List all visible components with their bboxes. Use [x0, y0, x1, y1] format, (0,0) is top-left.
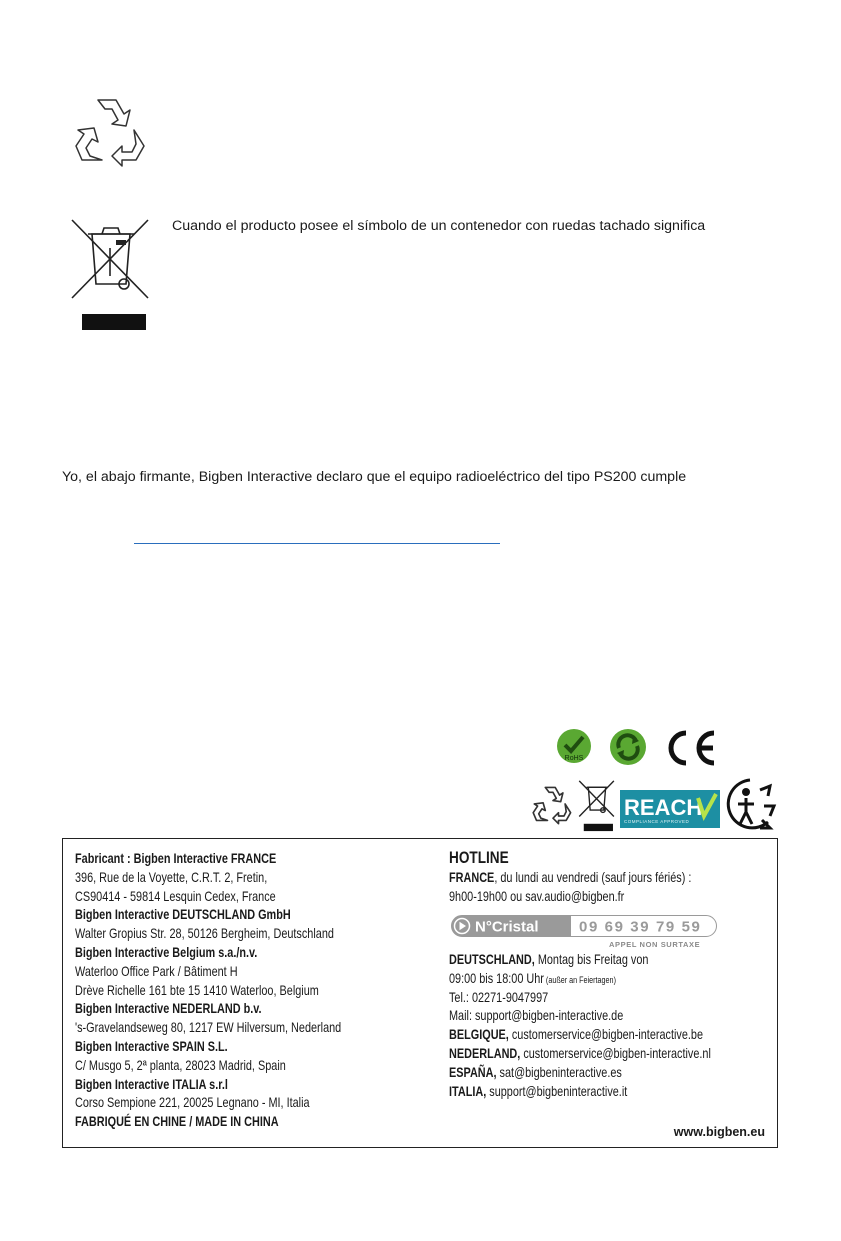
- germany-hours: 09:00 bis 18:00 Uhr: [449, 970, 544, 986]
- germany-days-line: [449, 951, 711, 970]
- cristal-note: APPEL NON SURTAXE: [609, 940, 701, 949]
- svg-text:COMPLIANCE APPROVED: COMPLIANCE APPROVED: [624, 819, 690, 824]
- address-line: Waterloo Office Park / Bâtiment H: [75, 963, 238, 979]
- company-name-line: Bigben Interactive NEDERLAND b.v.: [75, 1001, 262, 1017]
- france-label: FRANCE: [449, 870, 495, 885]
- germany-hours-line: [449, 970, 711, 989]
- rohs-logo: [554, 728, 594, 764]
- recycle-icon: [72, 96, 152, 168]
- germany-tel: Tel.: 02271-9047997: [449, 989, 549, 1005]
- address-line: CS90414 - 59814 Lesquin Cedex, France: [75, 888, 276, 904]
- recycle-small-icon: [531, 784, 575, 826]
- company-name-line: FABRIQUÉ EN CHINE / MADE IN CHINA: [75, 1114, 279, 1130]
- company-name-line: Bigben Interactive DEUTSCHLAND GmbH: [75, 907, 291, 923]
- address-line: Walter Gropius Str. 28, 50126 Bergheim, Deutschland: [75, 926, 334, 942]
- company-name-line: Bigben Interactive SPAIN S.L.: [75, 1038, 228, 1054]
- germany-hours-note: (außer an Feiertagen): [543, 974, 616, 985]
- france-hours: , du lundi au vendredi (sauf jours fériés) :: [494, 870, 692, 885]
- svg-text:N°Cristal: N°Cristal: [475, 918, 539, 936]
- hotline-contacts: [449, 951, 711, 1101]
- svg-text:RoHS: RoHS: [564, 755, 584, 762]
- company-name-line: Bigben Interactive Belgium s.a./n.v.: [75, 944, 258, 960]
- svg-text:09 69 39 79 59: 09 69 39 79 59: [579, 918, 702, 936]
- contact-email: sat@bigbeninteractive.es: [496, 1064, 622, 1080]
- address-line: C/ Musgo 5, 2ª planta, 28023 Madrid, Spain: [75, 1057, 286, 1073]
- declaration-link-underline[interactable]: [134, 543, 500, 544]
- contact-country: ESPAÑA,: [449, 1064, 497, 1080]
- company-name-line: Bigben Interactive ITALIA s.r.l: [75, 1076, 228, 1092]
- contact-email: customerservice@bigben-interactive.nl: [520, 1045, 711, 1061]
- contact-email: customerservice@bigben-interactive.be: [508, 1027, 704, 1043]
- declaration-text: Yo, el abajo firmante, Bigben Interactive declaro que el equipo radioeléctrico del tipo PS200 cumple: [62, 469, 687, 485]
- website-link[interactable]: www.bigben.eu: [673, 1125, 765, 1139]
- cristal-number-badge: [451, 915, 717, 937]
- green-dot-logo: [609, 728, 647, 766]
- germany-label: DEUTSCHLAND,: [449, 952, 535, 967]
- contact-country: ITALIA,: [449, 1083, 487, 1099]
- france-contact: 9h00-19h00 ou sav.audio@bigben.fr: [449, 888, 625, 904]
- address-line: 396, Rue de la Voyette, C.R.T. 2, Fretin,: [75, 869, 268, 885]
- contact-info-box: [62, 838, 778, 1148]
- contact-country: NEDERLAND,: [449, 1045, 521, 1061]
- reach-logo: [620, 790, 720, 828]
- germany-mail: Mail: support@bigben-interactive.de: [449, 1008, 624, 1024]
- crossed-bin-icon: [70, 218, 152, 332]
- crossed-bin-small-icon: [578, 780, 616, 832]
- hotline-column: [449, 847, 691, 907]
- contact-country: BELGIQUE,: [449, 1027, 509, 1043]
- address-line: Corso Sempione 221, 20025 Legnano - MI, Italia: [75, 1095, 310, 1111]
- address-line: Drève Richelle 161 bte 15 1410 Waterloo, Belgium: [75, 982, 319, 998]
- germany-days: Montag bis Freitag von: [534, 952, 649, 967]
- bin-notice-text: Cuando el producto posee el símbolo de un contenedor con ruedas tachado significa: [172, 218, 706, 234]
- ce-mark-logo: [662, 730, 718, 766]
- hotline-title: HOTLINE: [449, 848, 509, 867]
- triman-logo: [724, 776, 778, 832]
- contact-italia: [449, 1083, 711, 1102]
- svg-text:REACH: REACH: [624, 795, 703, 820]
- contact-nederland: [449, 1045, 711, 1064]
- contact-espana: [449, 1064, 711, 1083]
- address-line: 's-Gravelandseweg 80, 1217 EW Hilversum, Nederland: [75, 1020, 342, 1036]
- manufacturer-column: [75, 850, 341, 1132]
- contact-email: support@bigbeninteractive.it: [486, 1083, 628, 1099]
- company-name-line: Fabricant : Bigben Interactive FRANCE: [75, 851, 277, 866]
- contact-belgique: [449, 1026, 711, 1045]
- france-hours-line: [449, 869, 691, 888]
